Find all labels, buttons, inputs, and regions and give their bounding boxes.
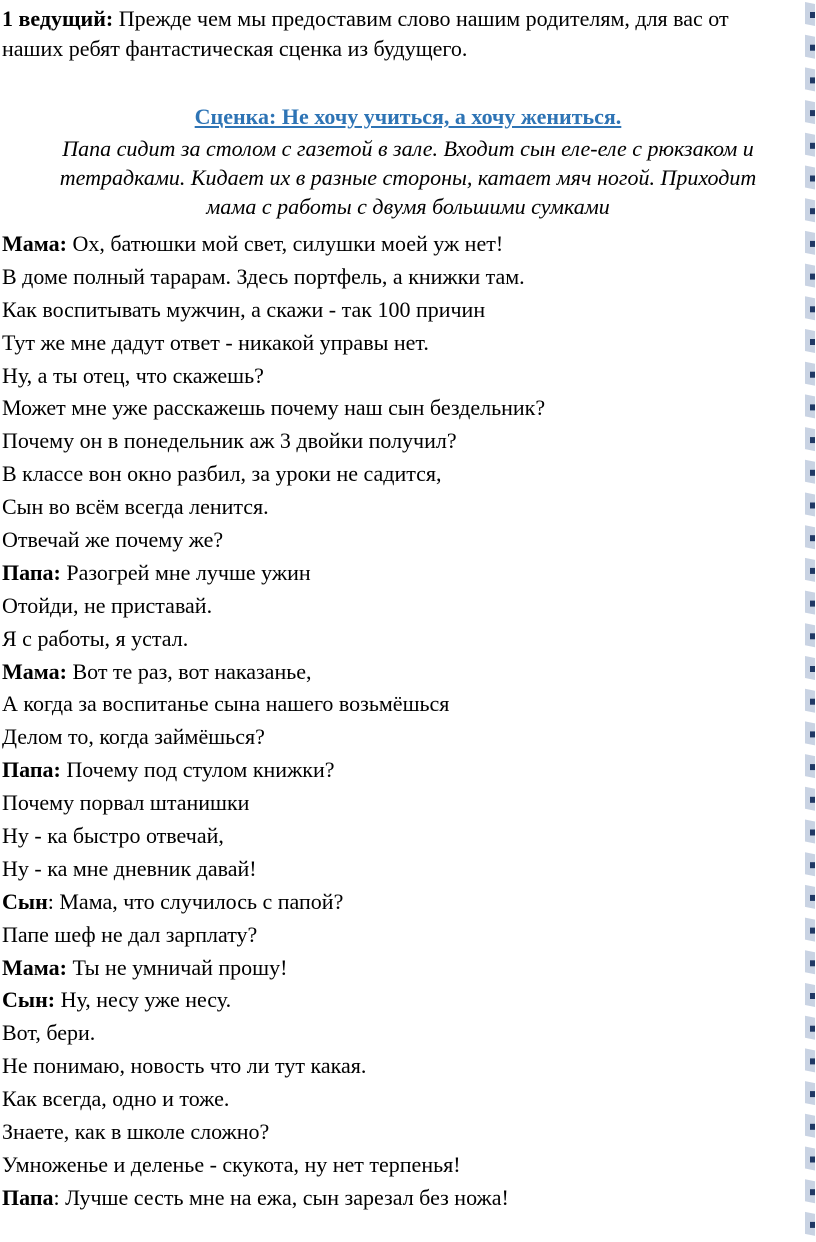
stage-direction	[0, 134, 816, 221]
border-segment-dark	[810, 1189, 815, 1195]
line-text: Ну - ка мне дневник давай!	[2, 855, 257, 881]
speaker-name: Сын	[2, 888, 48, 914]
border-segment-dark	[810, 12, 815, 18]
border-segment-dark	[810, 1222, 815, 1228]
dialogue-line	[2, 689, 802, 722]
border-pattern	[804, 0, 816, 1242]
intro-paragraph	[2, 4, 812, 64]
line-text: В доме полный тарарам. Здесь портфель, а книжки там.	[2, 263, 525, 289]
speaker-name: Мама:	[2, 231, 67, 256]
line-text: Знаете, как в школе сложно?	[2, 1119, 270, 1145]
border-segment-dark	[810, 372, 815, 378]
dialogue-line	[2, 229, 802, 262]
border-segment-dark	[810, 960, 815, 966]
line-text: Ты не умничай прошу!	[66, 954, 288, 980]
dialogue-line	[2, 985, 802, 1018]
dialogue-line	[2, 328, 802, 361]
dialogue-line	[2, 1183, 802, 1216]
dialogue-line	[2, 1018, 802, 1051]
stage-direction-line: мама с работы с двумя большими сумками	[206, 194, 610, 219]
border-segment-dark	[810, 1058, 815, 1064]
border-segment-dark	[810, 404, 815, 410]
line-text: Разогрей мне лучше ужин	[60, 559, 311, 585]
line-text: : Лучше сесть мне на ежа, сын зарезал без ножа!	[53, 1184, 509, 1210]
dialogue-line	[2, 426, 802, 459]
line-text: Почему порвал штанишки	[2, 790, 250, 816]
dialogue-line	[2, 525, 802, 558]
line-text: Ну - ка быстро отвечай,	[2, 823, 224, 849]
stage-direction-line: Папа сидит за столом с газетой в зале. Входит сын еле-еле с рюкзаком и	[62, 136, 754, 161]
dialogue-line	[2, 854, 802, 887]
dialogue-line	[2, 953, 802, 986]
dialogue-line	[2, 1150, 802, 1183]
speaker-name: Сын:	[2, 987, 56, 1013]
line-text: Почему он в понедельник аж 3 двойки получил?	[2, 428, 457, 454]
border-segment-dark	[810, 1091, 815, 1097]
scene-title: Сценка: Не хочу учиться, а хочу жениться.	[194, 104, 622, 129]
border-segment-dark	[810, 208, 815, 214]
line-text: Тут же мне дадут ответ - никакой управы нет.	[2, 329, 429, 355]
border-segment-dark	[810, 503, 815, 509]
dialogue-line	[2, 558, 802, 591]
intro-text-line2: наших ребят фантастическая сценка из будущего.	[2, 36, 468, 61]
line-text: Ох, батюшки мой свет, силушки моей уж нет!	[66, 231, 504, 256]
border-segment-dark	[810, 45, 815, 51]
dialogue-line	[2, 755, 802, 788]
speaker-name: Папа:	[2, 757, 61, 783]
speaker-name: Мама:	[2, 658, 67, 684]
line-text: Может мне уже расскажешь почему наш сын бездельник?	[2, 395, 546, 421]
border-segment-dark	[810, 535, 815, 541]
speaker-name: Мама:	[2, 954, 67, 980]
intro-text-line1: Прежде чем мы предоставим слово нашим родителям, для вас от	[113, 6, 729, 31]
speaker-name: Папа:	[2, 559, 61, 585]
border-segment-dark	[810, 699, 815, 705]
border-segment-dark	[810, 143, 815, 149]
border-segment-dark	[810, 1124, 815, 1130]
dialogue	[2, 229, 802, 1216]
stage-direction-line: тетрадками. Кидает их в разные стороны, катает мяч ногой. Приходит	[59, 165, 757, 190]
border-segment-dark	[810, 1026, 815, 1032]
line-text: Делом то, когда займёшься?	[2, 724, 265, 750]
border-segment-dark	[810, 764, 815, 770]
dialogue-line	[2, 722, 802, 755]
border-segment-dark	[810, 176, 815, 182]
line-text: Почему под стулом книжки?	[60, 757, 335, 783]
dialogue-line	[2, 624, 802, 657]
dialogue-line	[2, 821, 802, 854]
border-segment-dark	[810, 633, 815, 639]
border-segment-dark	[810, 666, 815, 672]
dialogue-line	[2, 657, 802, 690]
dialogue-line	[2, 295, 802, 328]
line-text: Умноженье и деленье - скукота, ну нет терпенья!	[2, 1151, 461, 1177]
line-text: Вот те раз, вот наказанье,	[66, 658, 312, 684]
dialogue-line	[2, 788, 802, 821]
border-segment-dark	[810, 470, 815, 476]
line-text: В классе вон окно разбил, за уроки не садится,	[2, 461, 442, 487]
line-text: Ну, а ты отец, что скажешь?	[2, 362, 264, 388]
line-text: Отойди, не приставай.	[2, 592, 213, 618]
dialogue-line	[2, 920, 802, 953]
line-text: Вот, бери.	[2, 1020, 96, 1046]
dialogue-line	[2, 361, 802, 394]
line-text: Я с работы, я устал.	[2, 625, 189, 651]
line-text: А когда за воспитанье сына нашего возьмёшься	[2, 691, 450, 717]
line-text: Как всегда, одно и тоже.	[2, 1086, 230, 1112]
border-segment-dark	[810, 993, 815, 999]
page-border-decoration	[804, 0, 816, 1242]
border-segment-dark	[810, 437, 815, 443]
border-segment-dark	[810, 339, 815, 345]
border-segment-dark	[810, 928, 815, 934]
border-segment-dark	[810, 77, 815, 83]
border-segment-dark	[810, 1157, 815, 1163]
border-segment-dark	[810, 797, 815, 803]
line-text: Ну, несу уже несу.	[55, 987, 232, 1013]
line-text: Не понимаю, новость что ли тут какая.	[2, 1053, 367, 1079]
border-segment-dark	[810, 568, 815, 574]
line-text: : Мама, что случилось с папой?	[47, 888, 344, 914]
line-text: Отвечай же почему же?	[2, 527, 224, 553]
border-segment-dark	[810, 830, 815, 836]
dialogue-line	[2, 887, 802, 920]
dialogue-line	[2, 1084, 802, 1117]
dialogue-line	[2, 1117, 802, 1150]
dialogue-line	[2, 492, 802, 525]
line-text: Сын во всём всегда ленится.	[2, 494, 269, 520]
intro-speaker: 1 ведущий:	[2, 6, 114, 31]
line-text: Папе шеф не дал зарплату?	[2, 921, 258, 947]
border-segment-dark	[810, 895, 815, 901]
dialogue-line	[2, 459, 802, 492]
speaker-name: Папа	[2, 1184, 54, 1210]
border-segment-dark	[810, 241, 815, 247]
border-segment-dark	[810, 306, 815, 312]
border-segment-dark	[810, 731, 815, 737]
dialogue-line	[2, 1051, 802, 1084]
border-segment-dark	[810, 274, 815, 280]
border-segment-dark	[810, 862, 815, 868]
line-text: Как воспитывать мужчин, а скажи - так 100 причин	[2, 296, 486, 322]
border-segment-dark	[810, 110, 815, 116]
dialogue-line	[2, 591, 802, 624]
dialogue-line	[2, 262, 802, 295]
dialogue-line	[2, 393, 802, 426]
border-segment-dark	[810, 601, 815, 607]
